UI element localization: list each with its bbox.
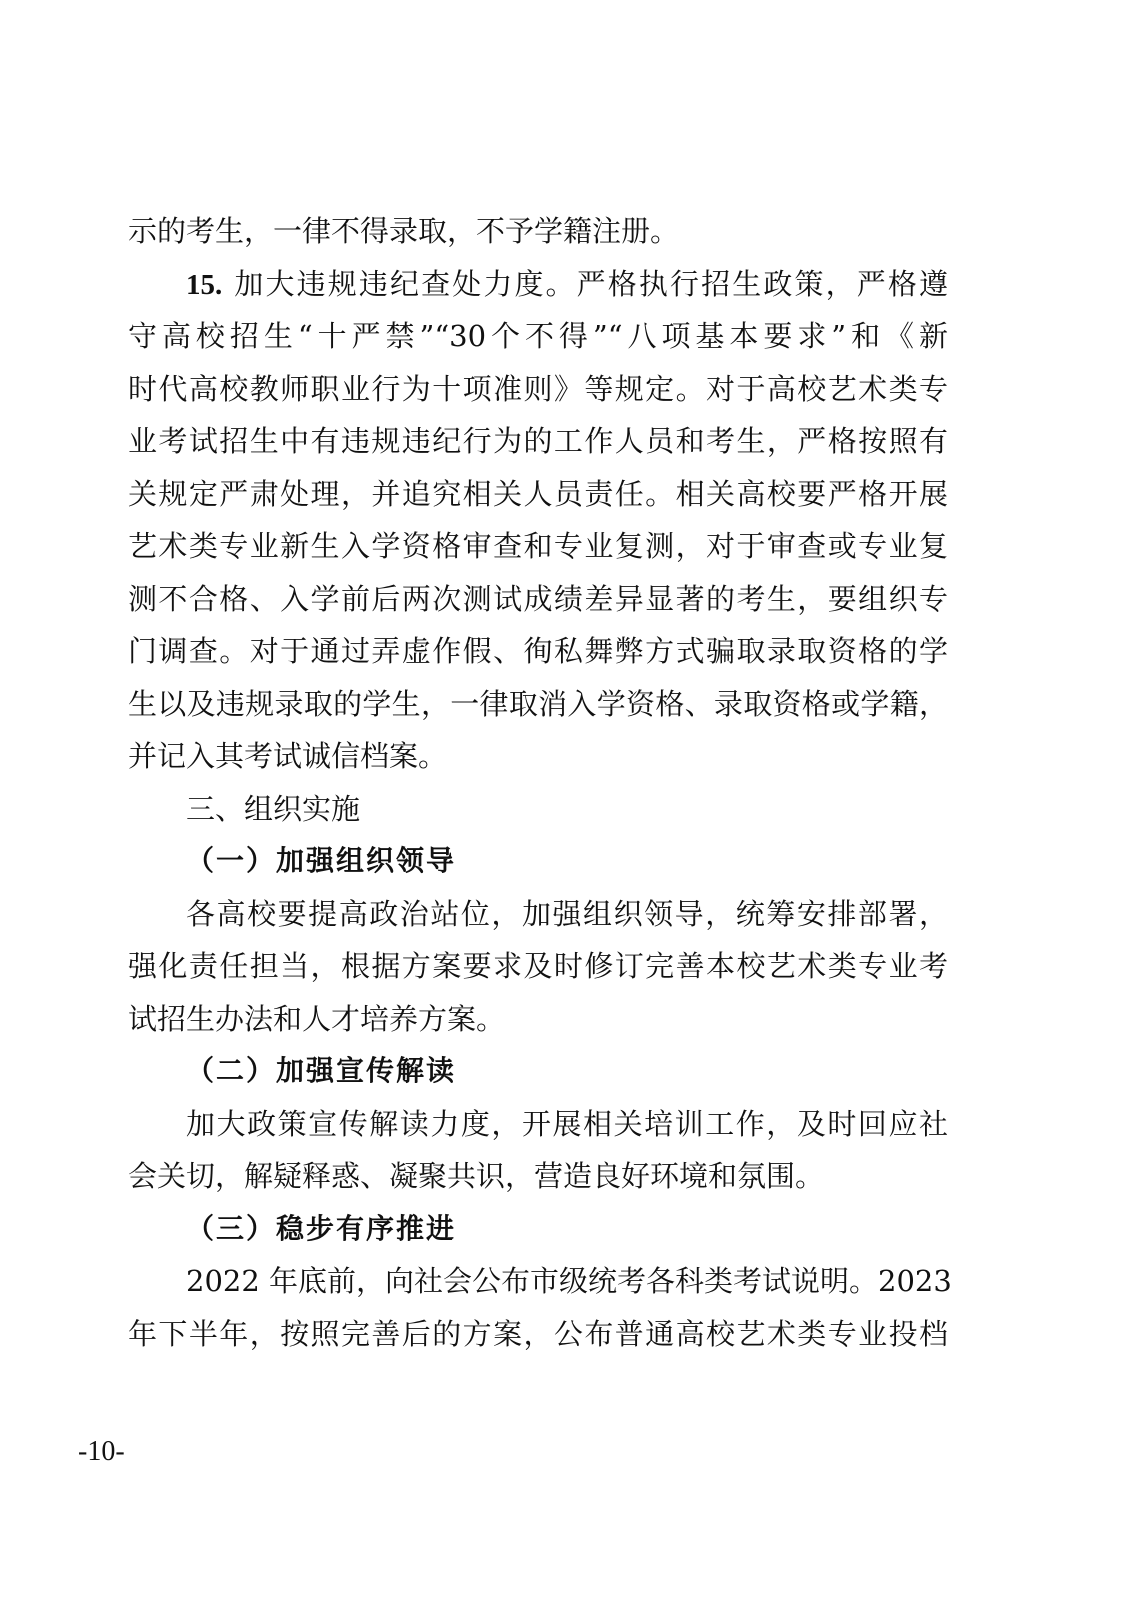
subsection-heading: （一）加强组织领导 — [186, 844, 457, 877]
text-line: 强化责任担当，根据方案要求及时修订完善本校艺术类专业考 — [128, 949, 948, 983]
text-line: 艺术类专业新生入学资格审查和专业复测，对于审查或专业复 — [128, 529, 948, 563]
section-heading: 三、组织实施 — [186, 791, 361, 826]
text-line: 会关切，解疑释惑、凝聚共识，营造良好环境和氛围。 — [128, 1159, 825, 1193]
text-line: 守高校招生“十严禁”“30个不得”“八项基本要求”和《新 — [128, 319, 948, 353]
text-line: 时代高校教师职业行为十项准则》等规定。对于高校艺术类专 — [128, 371, 948, 406]
text-line: 生以及违规录取的学生，一律取消入学资格、录取资格或学籍， — [128, 686, 948, 721]
page-number: -10- — [78, 1436, 125, 1467]
text-line: 业考试招生中有违规违纪行为的工作人员和考生，严格按照有 — [128, 424, 948, 458]
paragraph-15-first-line — [128, 258, 948, 311]
subsection-heading: （三）稳步有序推进 — [186, 1211, 457, 1245]
text-line: 加大政策宣传解读力度，开展相关培训工作，及时回应社 — [186, 1106, 948, 1141]
item-number: 15. — [186, 268, 223, 301]
text-line: 加大违规违纪查处力度。严格执行招生政策，严格遵 — [232, 266, 948, 301]
text-line: 并记入其考试诚信档案。 — [128, 739, 448, 773]
text-line: 测不合格、入学前后两次测试成绩差异显著的考生，要组织专 — [128, 581, 948, 616]
subsection-heading: （二）加强宣传解读 — [186, 1054, 457, 1087]
document-body — [128, 205, 952, 1360]
text-line: 2022 年底前，向社会公布市级统考各科类考试说明。2023 — [186, 1264, 952, 1298]
text-line: 示的考生，一律不得录取，不予学籍注册。 — [128, 214, 680, 248]
text-line: 门调查。对于通过弄虚作假、徇私舞弊方式骗取录取资格的学 — [128, 634, 948, 668]
text-line: 关规定严肃处理，并追究相关人员责任。相关高校要严格开展 — [128, 476, 948, 511]
text-line: 各高校要提高政治站位，加强组织领导，统筹安排部署， — [186, 896, 948, 931]
text-line: 年下半年，按照完善后的方案，公布普通高校艺术类专业投档 — [128, 1316, 948, 1351]
text-line: 试招生办法和人才培养方案。 — [128, 1001, 506, 1036]
